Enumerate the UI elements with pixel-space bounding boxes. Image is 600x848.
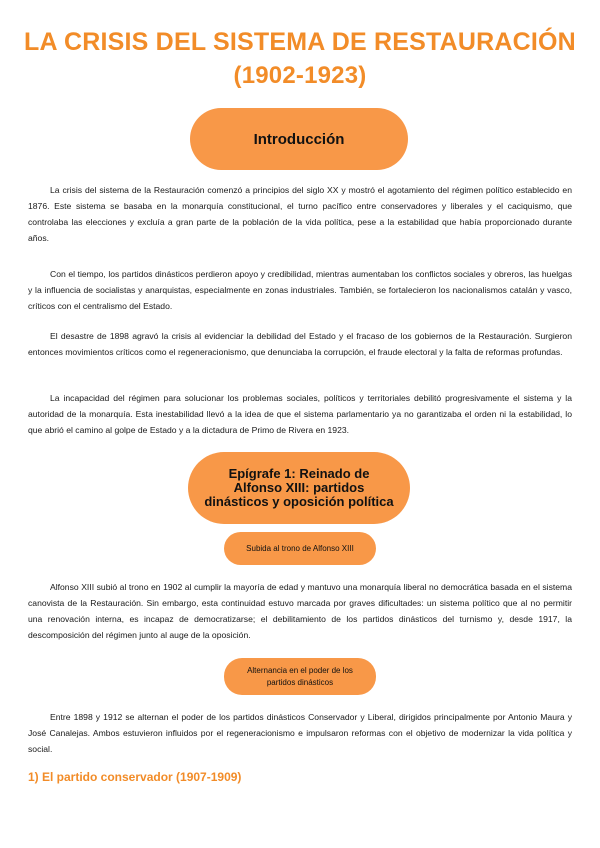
alternancia-label: Alternancia en el poder de los partidos dinásticos [224, 658, 376, 695]
intro-paragraph: La incapacidad del régimen para solucionar los problemas sociales, políticos y territoriales debilitó progresivamente el sistema y la autoridad de la monarquía. Esta inestabilidad llevó a la idea de que el sistema parlamentario ya no garantizaba el orden ni la estabilidad, lo que abrió el camino al golpe de Estado y a la dictadura de Primo de Rivera en 1923. [28, 393, 572, 435]
intro-paragraph: El desastre de 1898 agravó la crisis al evidenciar la debilidad del Estado y el fracaso de los gobiernos de la Restauración. Surgieron entonces movimientos críticos como el regeneracionismo, que denunciaba la corrupción, el fraude electoral y la falta de reformas profundas. [28, 331, 572, 357]
partido-conservador-heading: 1) El partido conservador (1907-1909) [28, 770, 242, 784]
epigrafe-1-heading: Epígrafe 1: Reinado de Alfonso XIII: partidos dinásticos y oposición política [188, 452, 410, 524]
intro-paragraph: Con el tiempo, los partidos dinásticos perdieron apoyo y credibilidad, mientras aumentaban los conflictos sociales y obreros, las huelgas y la influencia de socialistas y anarquistas, especialmente en zonas industriales. También, se fortalecieron los nacionalismos catalán y vasco, críticos con el centralismo del Estado. [28, 269, 572, 311]
subida-paragraph: Alfonso XIII subió al trono en 1902 al cumplir la mayoría de edad y mantuvo una monarquía liberal no democrática basada en el sistema canovista de la Restauración. Sin embargo, esta continuidad estuvo marcada por graves dificultades: un sistema político que al no permitir una renovación interna, es incapaz de democratizarse; el debilitamiento de los partidos dinásticos del turnismo y, desde 1917, la descomposición del régimen junto al auge de la oposición. [28, 582, 572, 640]
subida-trono-label: Subida al trono de Alfonso XIII [224, 532, 376, 565]
intro-paragraph: La crisis del sistema de la Restauración comenzó a principios del siglo XX y mostró el agotamiento del régimen político establecido en 1876. Este sistema se basaba en la monarquía constitucional, el turno pacífico entre conservadores y liberales y el caciquismo, que controlaba las elecciones y excluía a gran parte de la población de la vida política, pese a la estabilidad que había proporcionado durante años. [28, 185, 572, 243]
document-title: LA CRISIS DEL SISTEMA DE RESTAURACIÓN [24, 28, 576, 56]
introduction-heading: Introducción [190, 108, 408, 170]
document-title-dates: (1902-1923) [233, 62, 367, 89]
alternancia-paragraph: Entre 1898 y 1912 se alternan el poder de los partidos dinásticos Conservador y Liberal, dirigidos principalmente por Antonio Maura y José Canalejas. Ambos estuvieron influidos por el regeneracionismo e impulsaron reformas con el objetivo de modernizar la vida política y social. [28, 712, 572, 754]
